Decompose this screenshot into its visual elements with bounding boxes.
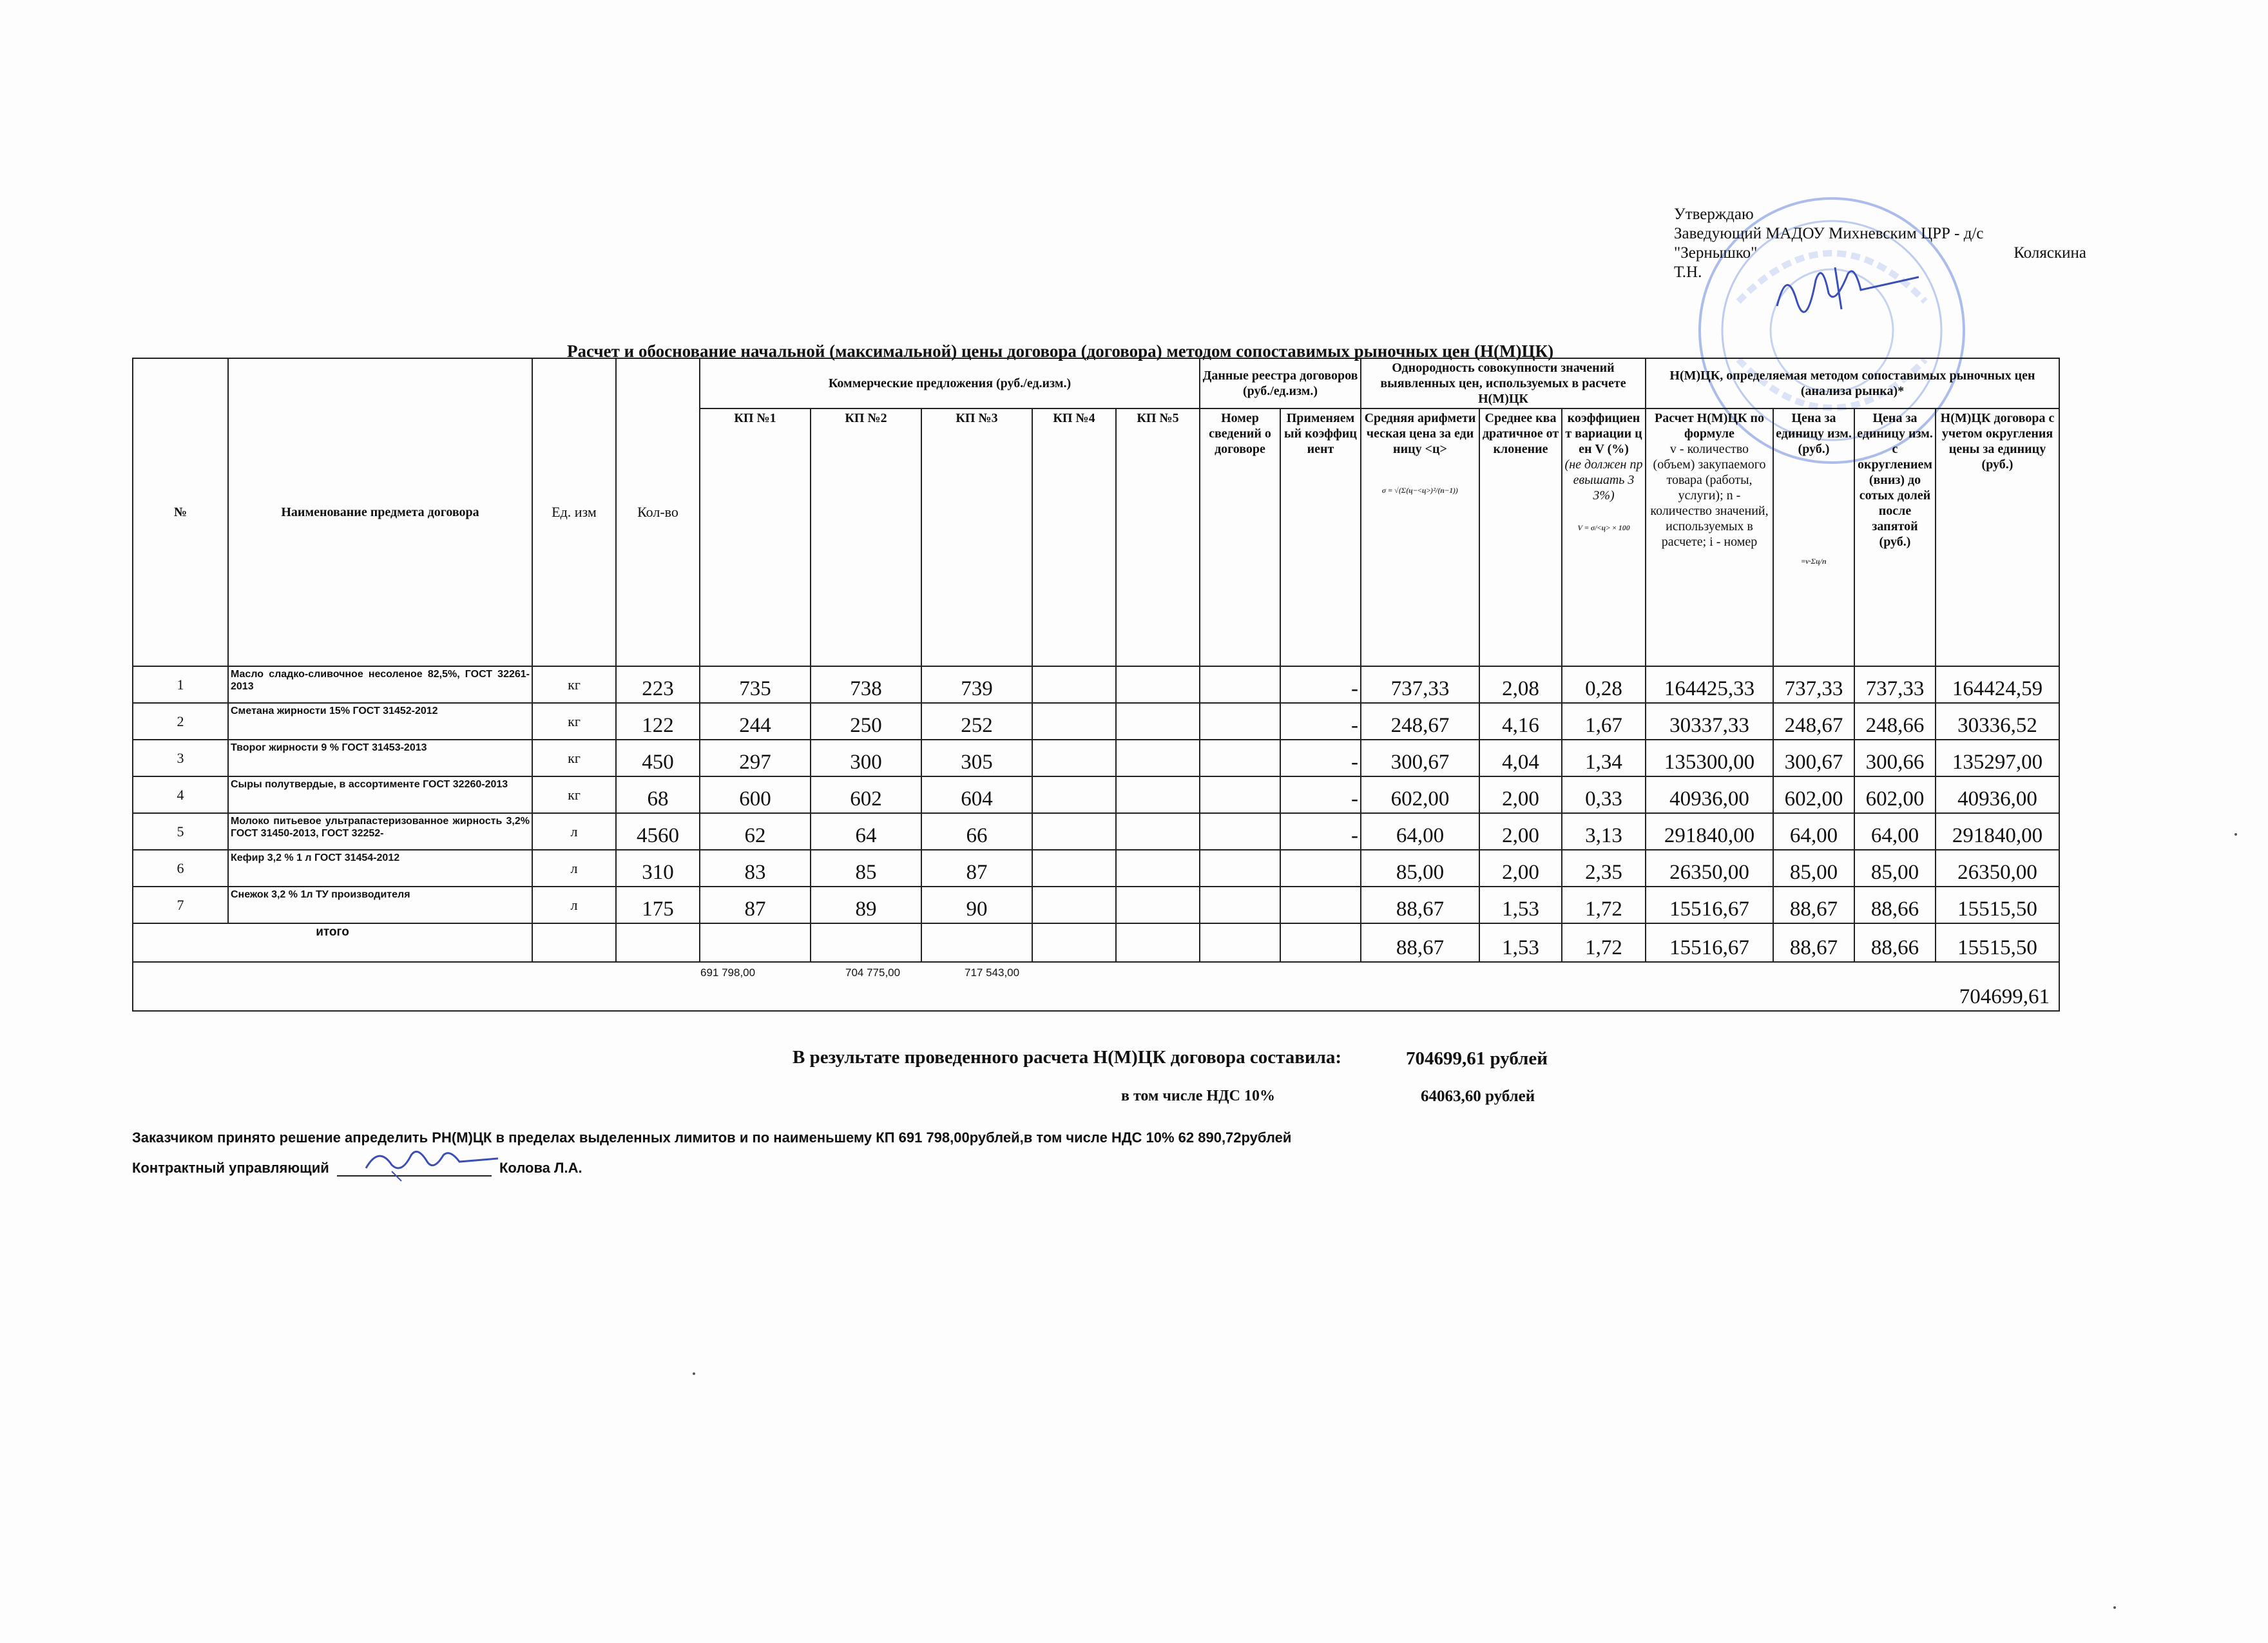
totals-label: итого xyxy=(133,923,532,962)
header-unit-price xyxy=(1773,408,1854,666)
vat-value: 64063,60 рублей xyxy=(1421,1088,1535,1105)
header-nmck-rounded: Н(М)ЦК договора с учетом округления цены за единицу (руб.) xyxy=(1936,408,2059,666)
header-kp5: КП №5 xyxy=(1116,408,1200,666)
cell-kp4 xyxy=(1032,813,1116,850)
cell-kp2: 250 xyxy=(811,703,921,740)
cell-no: 7 xyxy=(133,887,228,923)
total-cv: 1,72 xyxy=(1562,923,1646,962)
table-body xyxy=(133,666,2059,1011)
cell-kp4 xyxy=(1032,887,1116,923)
cell-kp3: 604 xyxy=(921,776,1032,813)
total-unit-price: 88,67 xyxy=(1773,923,1854,962)
header-calc-label: Расчет Н(М)ЦК по формуле xyxy=(1654,411,1764,441)
cell-average: 737,33 xyxy=(1361,666,1479,703)
header-kp2: КП №2 xyxy=(811,408,921,666)
cell-unit-price: 737,33 xyxy=(1773,666,1854,703)
cell-rounded-price: 737,33 xyxy=(1854,666,1936,703)
table-row xyxy=(133,703,2059,740)
cell-calc: 40936,00 xyxy=(1646,776,1773,813)
cell-calc: 135300,00 xyxy=(1646,740,1773,776)
cell-name: Молоко питьевое ультрапастеризованное жирность 3,2% ГОСТ 31450-2013, ГОСТ 32252- xyxy=(228,813,532,850)
header-calc-desc: v - количество (объем) закупаемого товара (работы, услуги); n - количество значений, используемых в расчете; i - номер xyxy=(1650,442,1769,549)
cell-kp4 xyxy=(1032,850,1116,887)
cell-kp1: 62 xyxy=(700,813,811,850)
cell-no: 4 xyxy=(133,776,228,813)
cell-contract-no xyxy=(1200,666,1280,703)
cell-rounded-price: 64,00 xyxy=(1854,813,1936,850)
total-std: 1,53 xyxy=(1479,923,1562,962)
cell-coefficient: - xyxy=(1280,776,1361,813)
cell-name: Сметана жирности 15% ГОСТ 31452-2012 xyxy=(228,703,532,740)
cell-unit-price: 88,67 xyxy=(1773,887,1854,923)
cell-unit-price: 602,00 xyxy=(1773,776,1854,813)
table-row xyxy=(133,666,2059,703)
cell-kp2: 300 xyxy=(811,740,921,776)
cell-qty: 223 xyxy=(616,666,700,703)
cell-kp3: 739 xyxy=(921,666,1032,703)
cell-kp5 xyxy=(1116,887,1200,923)
scan-speck xyxy=(693,1372,695,1375)
cell-kp3: 252 xyxy=(921,703,1032,740)
table-row xyxy=(133,740,2059,776)
header-average xyxy=(1361,408,1479,666)
approval-line-1: Утверждаю xyxy=(1674,206,1754,223)
cell-total: 164424,59 xyxy=(1936,666,2059,703)
table-row xyxy=(133,850,2059,887)
cell-kp2: 89 xyxy=(811,887,921,923)
header-nmck-group: Н(М)ЦК, определяемая методом сопоставимых рыночных цен (анализа рынка)* xyxy=(1646,358,2059,408)
cell-qty: 122 xyxy=(616,703,700,740)
cell-kp5 xyxy=(1116,813,1200,850)
cell-unit: кг xyxy=(532,740,616,776)
cell-kp5 xyxy=(1116,776,1200,813)
cell-contract-no xyxy=(1200,740,1280,776)
header-coefficient: Применяемый коэффициент xyxy=(1280,408,1361,666)
result-value: 704699,61 рублей xyxy=(1406,1048,1548,1069)
cell-kp4 xyxy=(1032,703,1116,740)
cell-kp2: 738 xyxy=(811,666,921,703)
cell-cv: 3,13 xyxy=(1562,813,1646,850)
cell-contract-no xyxy=(1200,887,1280,923)
cell-kp4 xyxy=(1032,740,1116,776)
cell-rounded-price: 602,00 xyxy=(1854,776,1936,813)
cell-calc: 164425,33 xyxy=(1646,666,1773,703)
cell-contract-no xyxy=(1200,813,1280,850)
page-title: Расчет и обоснование начальной (максимальной) цены договора (договора) методом сопоставимых рыночных цен (Н(М)ЦК) xyxy=(567,341,1554,361)
cell-qty: 68 xyxy=(616,776,700,813)
cell-no: 6 xyxy=(133,850,228,887)
cell-coefficient: - xyxy=(1280,740,1361,776)
header-contract-no: Номер сведений о договоре xyxy=(1200,408,1280,666)
cell-unit: кг xyxy=(532,776,616,813)
manager-name: Колова Л.А. xyxy=(499,1160,582,1176)
cell-unit: л xyxy=(532,813,616,850)
total-average: 88,67 xyxy=(1361,923,1479,962)
cell-average: 248,67 xyxy=(1361,703,1479,740)
cell-name: Кефир 3,2 % 1 л ГОСТ 31454-2012 xyxy=(228,850,532,887)
header-unit-price-label: Цена за единицу изм. (руб.) xyxy=(1776,411,1852,456)
cell-rounded-price: 300,66 xyxy=(1854,740,1936,776)
cell-kp5 xyxy=(1116,850,1200,887)
cell-kp1: 83 xyxy=(700,850,811,887)
cell-name: Снежок 3,2 % 1л ТУ производителя xyxy=(228,887,532,923)
header-registry-group: Данные реестра договоров (руб./ед.изм.) xyxy=(1200,358,1361,408)
cell-no: 3 xyxy=(133,740,228,776)
table-row xyxy=(133,887,2059,923)
header-homogeneity-group: Однородность совокупности значений выявленных цен, используемых в расчете Н(М)ЦК xyxy=(1361,358,1646,408)
cell-std: 4,16 xyxy=(1479,703,1562,740)
cell-unit-price: 300,67 xyxy=(1773,740,1854,776)
cell-coefficient xyxy=(1280,850,1361,887)
cell-kp5 xyxy=(1116,703,1200,740)
header-cv-label: коэффициент вариации цен V (%) xyxy=(1565,411,1642,456)
cell-qty: 4560 xyxy=(616,813,700,850)
cell-kp3: 87 xyxy=(921,850,1032,887)
cell-qty: 310 xyxy=(616,850,700,887)
table-row xyxy=(133,813,2059,850)
header-unit: Ед. изм xyxy=(532,358,616,666)
cell-kp5 xyxy=(1116,740,1200,776)
cell-kp3: 90 xyxy=(921,887,1032,923)
cell-total: 26350,00 xyxy=(1936,850,2059,887)
header-kp4: КП №4 xyxy=(1032,408,1116,666)
cell-coefficient xyxy=(1280,887,1361,923)
approval-line-3-right: Коляскина xyxy=(2013,244,2086,262)
cell-cv: 0,28 xyxy=(1562,666,1646,703)
cell-total: 135297,00 xyxy=(1936,740,2059,776)
cell-rounded-price: 88,66 xyxy=(1854,887,1936,923)
cell-rounded-price: 248,66 xyxy=(1854,703,1936,740)
cell-calc: 15516,67 xyxy=(1646,887,1773,923)
header-kp1: КП №1 xyxy=(700,408,811,666)
header-rounded-price: Цена за единицу изм. с округлением (вниз) до сотых долей после запятой (руб.) xyxy=(1854,408,1936,666)
cell-qty: 175 xyxy=(616,887,700,923)
std-formula-icon: σ = √(Σ(ц−<ц>)²/(n−1)) xyxy=(1381,486,1459,495)
cell-coefficient: - xyxy=(1280,703,1361,740)
cell-kp4 xyxy=(1032,666,1116,703)
header-no: № xyxy=(133,358,228,666)
cell-kp5 xyxy=(1116,666,1200,703)
customer-decision: Заказчиком принято решение апределить РН(М)ЦК в пределах выделенных лимитов и по наименьшему КП 691 798,00рублей,в том числе НДС 10% 62 890,72рублей xyxy=(132,1129,1292,1146)
header-qty: Кол-во xyxy=(616,358,700,666)
cell-qty: 450 xyxy=(616,740,700,776)
cell-total: 40936,00 xyxy=(1936,776,2059,813)
table-row xyxy=(133,776,2059,813)
totals-row xyxy=(133,923,2059,962)
cell-std: 2,08 xyxy=(1479,666,1562,703)
cell-total: 30336,52 xyxy=(1936,703,2059,740)
cell-std: 2,00 xyxy=(1479,776,1562,813)
header-cv-note: (не должен превышать 33%) xyxy=(1564,457,1643,503)
cell-kp2: 64 xyxy=(811,813,921,850)
cell-unit: л xyxy=(532,850,616,887)
cell-total: 291840,00 xyxy=(1936,813,2059,850)
cell-cv: 1,34 xyxy=(1562,740,1646,776)
cell-total: 15515,50 xyxy=(1936,887,2059,923)
header-calc xyxy=(1646,408,1773,666)
cell-average: 300,67 xyxy=(1361,740,1479,776)
cell-contract-no xyxy=(1200,776,1280,813)
cell-std: 2,00 xyxy=(1479,813,1562,850)
header-std: Среднее квадратичное отклонение xyxy=(1479,408,1562,666)
grand-total-cell xyxy=(133,962,2059,1011)
cell-name: Творог жирности 9 % ГОСТ 31453-2013 xyxy=(228,740,532,776)
header-name: Наименование предмета договора xyxy=(228,358,532,666)
manager-signature-icon xyxy=(353,1133,508,1184)
cell-no: 1 xyxy=(133,666,228,703)
cell-coefficient: - xyxy=(1280,666,1361,703)
cell-kp1: 87 xyxy=(700,887,811,923)
header-kp3: КП №3 xyxy=(921,408,1032,666)
cell-kp3: 66 xyxy=(921,813,1032,850)
cell-unit-price: 248,67 xyxy=(1773,703,1854,740)
cell-name: Сыры полутвердые, в ассортименте ГОСТ 32260-2013 xyxy=(228,776,532,813)
result-text: В результате проведенного расчета Н(М)ЦК договора составила: xyxy=(793,1047,1342,1068)
sum-kp3: 717 543,00 xyxy=(965,966,1020,979)
grand-total-value: 704699,61 xyxy=(1959,985,2050,1008)
cell-no: 5 xyxy=(133,813,228,850)
cell-kp2: 85 xyxy=(811,850,921,887)
approval-line-2: Заведующий МАДОУ Михневским ЦРР - д/с xyxy=(1674,225,1984,242)
scan-speck xyxy=(2234,833,2237,836)
cell-kp1: 244 xyxy=(700,703,811,740)
cell-kp1: 297 xyxy=(700,740,811,776)
cell-no: 2 xyxy=(133,703,228,740)
price-calculation-table xyxy=(132,358,2060,1012)
sum-kp1: 691 798,00 xyxy=(700,966,756,979)
cell-cv: 1,72 xyxy=(1562,887,1646,923)
cv-formula-icon: V = σ/<ц> × 100 xyxy=(1577,523,1630,532)
cell-cv: 2,35 xyxy=(1562,850,1646,887)
cell-cv: 1,67 xyxy=(1562,703,1646,740)
cell-cv: 0,33 xyxy=(1562,776,1646,813)
cell-calc: 291840,00 xyxy=(1646,813,1773,850)
sums-row xyxy=(133,962,2059,1011)
total-nmck: 15515,50 xyxy=(1936,923,2059,962)
cell-unit: кг xyxy=(532,703,616,740)
cell-rounded-price: 85,00 xyxy=(1854,850,1936,887)
header-cv xyxy=(1562,408,1646,666)
cell-std: 1,53 xyxy=(1479,887,1562,923)
cell-calc: 26350,00 xyxy=(1646,850,1773,887)
cell-unit-price: 64,00 xyxy=(1773,813,1854,850)
director-signature-icon xyxy=(1771,255,1925,316)
cell-std: 2,00 xyxy=(1479,850,1562,887)
cell-calc: 30337,33 xyxy=(1646,703,1773,740)
cell-average: 64,00 xyxy=(1361,813,1479,850)
cell-kp1: 735 xyxy=(700,666,811,703)
cell-kp1: 600 xyxy=(700,776,811,813)
scan-speck xyxy=(2113,1606,2116,1609)
total-calc: 15516,67 xyxy=(1646,923,1773,962)
cell-kp3: 305 xyxy=(921,740,1032,776)
cell-contract-no xyxy=(1200,703,1280,740)
cell-unit: л xyxy=(532,887,616,923)
approval-line-4: Т.Н. xyxy=(1674,264,1702,281)
cell-kp2: 602 xyxy=(811,776,921,813)
cell-average: 85,00 xyxy=(1361,850,1479,887)
manager-label: Контрактный управляющий xyxy=(132,1160,329,1176)
price-formula-icon: =v·Σц/n xyxy=(1801,557,1827,566)
cell-coefficient: - xyxy=(1280,813,1361,850)
total-rounded-price: 88,66 xyxy=(1854,923,1936,962)
vat-text: в том числе НДС 10% xyxy=(1121,1088,1275,1104)
cell-contract-no xyxy=(1200,850,1280,887)
header-kp-group: Коммерческие предложения (руб./ед.изм.) xyxy=(700,358,1200,408)
cell-unit-price: 85,00 xyxy=(1773,850,1854,887)
cell-name: Масло сладко-сливочное несоленое 82,5%, ГОСТ 32261-2013 xyxy=(228,666,532,703)
cell-average: 602,00 xyxy=(1361,776,1479,813)
sum-kp2: 704 775,00 xyxy=(845,966,901,979)
approval-line-3-left: "Зернышко" xyxy=(1674,244,1758,262)
cell-unit: кг xyxy=(532,666,616,703)
cell-average: 88,67 xyxy=(1361,887,1479,923)
cell-std: 4,04 xyxy=(1479,740,1562,776)
cell-kp4 xyxy=(1032,776,1116,813)
header-average-label: Средняя арифметическая цена за единицу <ц> xyxy=(1364,411,1476,456)
